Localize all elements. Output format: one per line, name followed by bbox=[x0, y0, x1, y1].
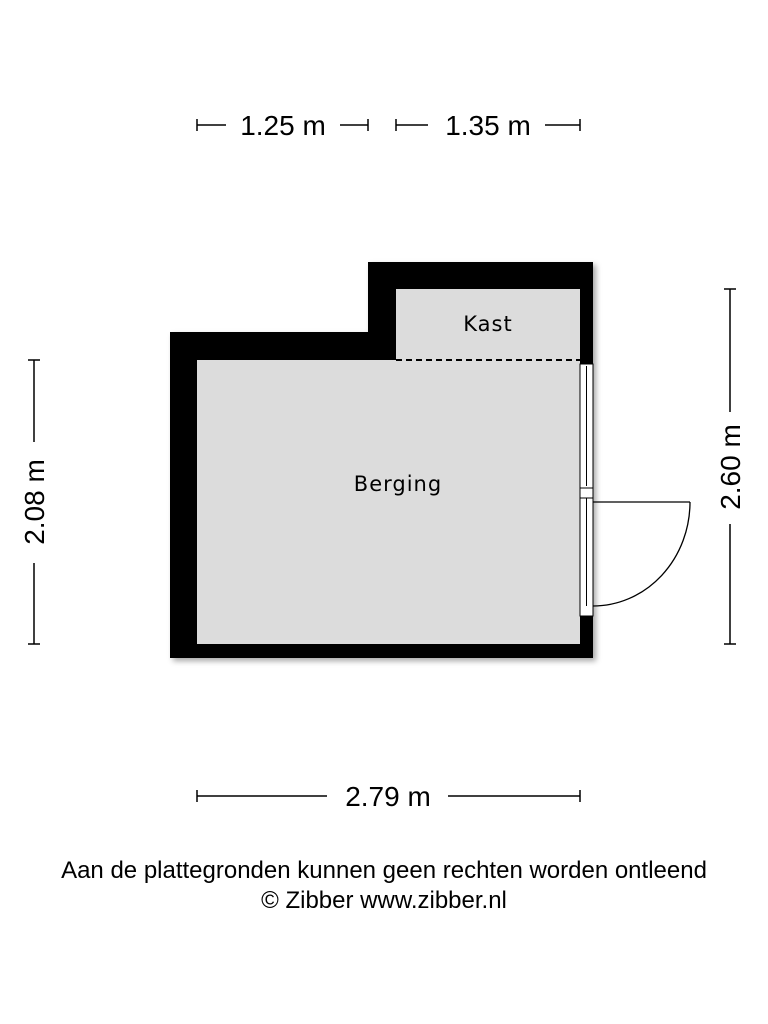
dimension-bottom bbox=[197, 781, 580, 812]
dimension-label-top-right: 1.35 m bbox=[445, 110, 531, 141]
dimension-top-left bbox=[197, 110, 368, 141]
disclaimer-text: Aan de plattegronden kunnen geen rechten worden ontleend bbox=[61, 857, 707, 884]
dimension-label-right: 2.60 m bbox=[715, 424, 746, 510]
dimension-label-top-left: 1.25 m bbox=[240, 110, 326, 141]
dimension-right bbox=[715, 289, 746, 644]
dimension-left bbox=[19, 360, 50, 644]
room-label-main: Berging bbox=[353, 472, 443, 496]
copyright-text: © Zibber www.zibber.nl bbox=[261, 887, 507, 914]
dimension-label-left: 2.08 m bbox=[19, 459, 50, 545]
dimension-label-bottom: 2.79 m bbox=[345, 781, 431, 812]
door-jamb-top bbox=[580, 488, 593, 498]
room-label-closet: Kast bbox=[463, 312, 513, 336]
dimension-top-right bbox=[396, 110, 580, 141]
door-swing-arc bbox=[593, 502, 690, 606]
